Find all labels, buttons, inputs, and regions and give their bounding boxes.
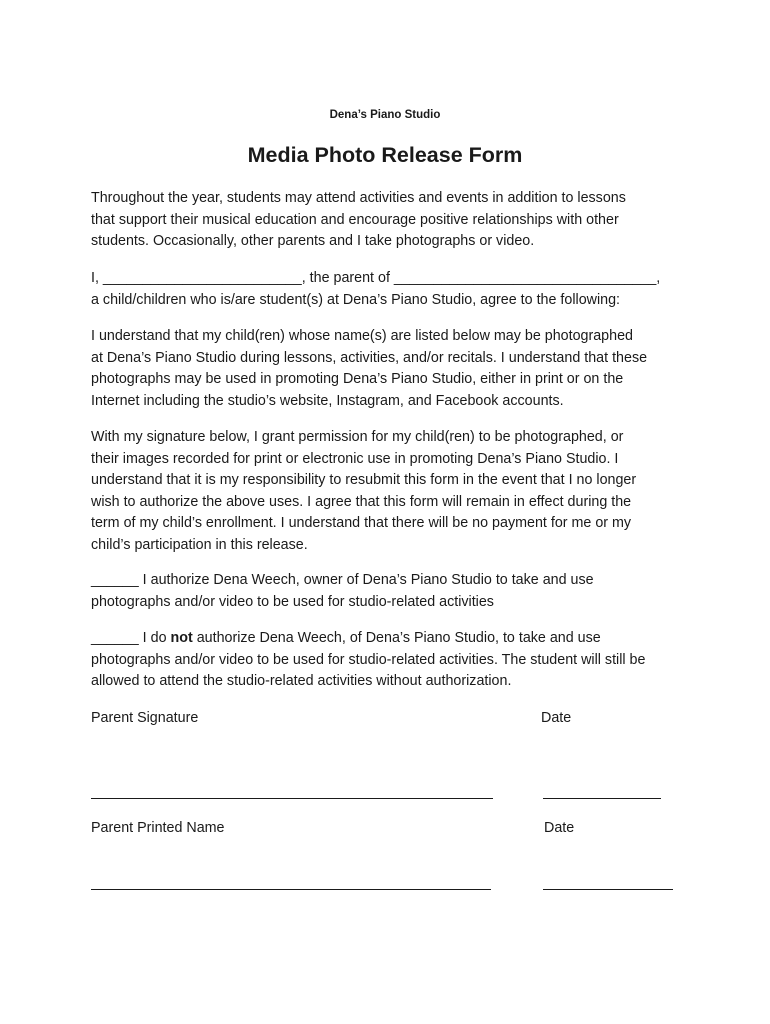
understand-line: I understand that my child(ren) whose name(s) are listed below may be photographed — [91, 328, 633, 344]
not-authorize-line: photographs and/or video to be used for studio-related activities. The student will still be — [91, 651, 646, 668]
intro-line: that support their musical education and encourage positive relationships with other — [91, 211, 619, 228]
parent-printed-name-line[interactable] — [91, 889, 491, 890]
printed-name-date-line[interactable] — [543, 889, 673, 890]
not-authorize-option — [91, 628, 691, 693]
signature-date-line[interactable] — [543, 798, 661, 799]
not-authorize-line: allowed to attend the studio-related activities without authorization. — [91, 673, 512, 689]
permission-line: child’s participation in this release. — [91, 536, 308, 553]
parent-statement-paragraph — [91, 268, 691, 311]
authorize-option — [91, 570, 691, 613]
intro-paragraph — [91, 188, 691, 253]
understand-paragraph — [91, 326, 691, 412]
permission-line: understand that it is my responsibility to resubmit this form in the event that I no longer — [91, 472, 637, 488]
form-title: Media Photo Release Form — [247, 143, 523, 167]
intro-line: students. Occasionally, other parents and I take photographs or video. — [91, 233, 535, 249]
understand-line: at Dena’s Piano Studio during lessons, activities, and/or recitals. I understand that these — [91, 349, 648, 366]
permission-paragraph — [91, 427, 691, 556]
authorize-line: photographs and/or video to be used for studio-related activities — [91, 593, 494, 610]
intro-line: Throughout the year, students may attend activities and events in addition to lessons — [91, 190, 626, 206]
parent-signature-line[interactable] — [91, 798, 493, 799]
parent-signature-label: Parent Signature — [91, 710, 199, 726]
parent-statement-line: I, _________________________, the parent of _________________________________, — [91, 270, 661, 286]
not-authorize-line — [91, 628, 691, 650]
studio-name: Dena’s Piano Studio — [329, 109, 441, 121]
not-authorize-suffix: authorize Dena Weech, of Dena’s Piano Studio, to take and use — [192, 630, 601, 646]
permission-line: their images recorded for print or electronic use in promoting Dena’s Piano Studio. I — [91, 450, 619, 467]
permission-line: With my signature below, I grant permission for my child(ren) to be photographed, or — [91, 429, 624, 445]
permission-line: term of my child’s enrollment. I understand that there will be no payment for me or my — [91, 515, 632, 531]
understand-line: photographs may be used in promoting Dena’s Piano Studio, either in print or on the — [91, 371, 624, 387]
understand-line: Internet including the studio’s website, Instagram, and Facebook accounts. — [91, 392, 564, 409]
not-emphasis: not — [170, 630, 193, 646]
not-authorize-prefix: ______ I do — [91, 630, 171, 646]
parent-statement-line: a child/children who is/are student(s) at Dena’s Piano Studio, agree to the following: — [91, 291, 621, 308]
parent-printed-name-label: Parent Printed Name — [91, 820, 225, 836]
permission-line: wish to authorize the above uses. I agree that this form will remain in effect during the — [91, 493, 632, 510]
authorize-line: ______ I authorize Dena Weech, owner of Dena’s Piano Studio to take and use — [91, 572, 594, 588]
signature-date-label: Date — [541, 710, 572, 726]
printed-name-date-label: Date — [544, 820, 575, 836]
